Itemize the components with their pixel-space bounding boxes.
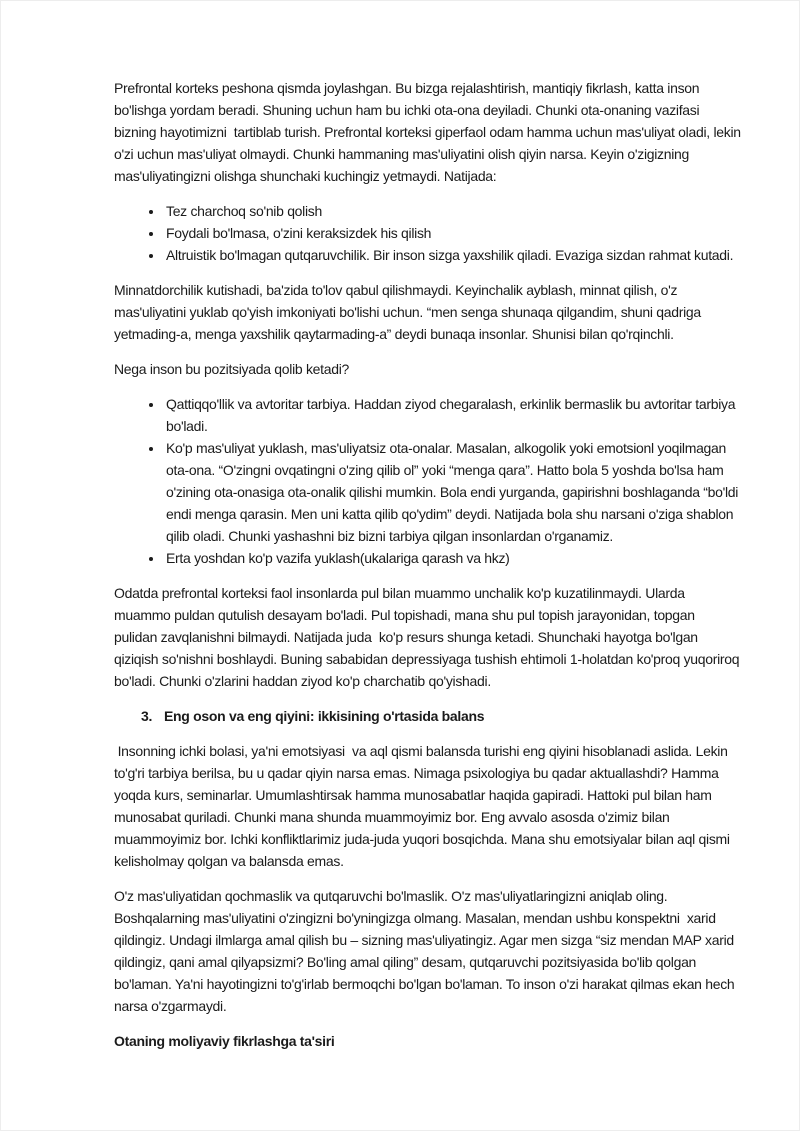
paragraph-odatda: Odatda prefrontal korteksi faol insonlarda pul bilan muammo unchalik ko'p kuzatilinmaydi. Ularda muammo puldan qutulish desayam bo'ladi. Pul topishadi, mana shu pul topish jarayonidan, topgan pulidan zavqlanishni bilmaydi. Natijada juda ko'p resurs shunga ketadi. Shunchaki hayotga bo'lgan qiziqish so'nishni boshlaydi. Buning sababidan depressiyaga tushish ehtimoli 1-holatdan ko'proq yuqoriroq bo'ladi. Chunki o'zlarini haddan ziyod ko'p charchatib qo'yishadi. <box>114 585 743 689</box>
list-item: • Altruistik bo'lmagan qutqaruvchilik. Bir inson sizga yaxshilik qiladi. Evaziga sizdan rahmat kutadi. <box>164 244 741 266</box>
numbered-heading-balans <box>114 705 741 727</box>
heading-number: 3. <box>141 708 153 724</box>
paragraph-ichki-bola: Insonning ichki bolasi, ya'ni emotsiyasi va aql qismi balansda turishi eng qiyini hisoblanadi aslida. Lekin to'g'ri tarbiya berilsa, bu u qadar qiyin narsa emas. Nimaga psixologiya bu qadar aktuallashdi? Hamma yoqda kurs, seminarlar. Umumlashtirsak hamma munosabatlar haqida gapiradi. Hattoki pul bilan ham munosabat quriladi. Chunki mana shunda muammoyimiz bor. Eng avvalo asosda o'zimiz bilan muammoyimiz bor. Ichki konfliktlarimiz juda-juda yuqori bosqichda. Mana shu emotsiyalar bilan aql qismi kelisholmay qolgan va balansda emas. <box>114 743 734 869</box>
list-item: • Erta yoshdan ko'p vazifa yuklash(ukalariga qarash va hkz) <box>164 547 741 569</box>
list-item: • Ko'p mas'uliyat yuklash, mas'uliyatsiz ota-onalar. Masalan, alkogolik yoki emotsionl yoqilmagan ota-ona. “O'zingni ovqatingni o'zing qilib ol” yoki “menga qara”. Hatto bola 5 yoshda bo'lsa ham o'zining ota-onasiga ota-onalik qilishi mumkin. Bola endi yurganda, gapirishni boshlaganda “bo'ldi endi menga qarasin. Men uni katta qilib qo'ydim” deydi. Natijada bola shu narsani o'ziga shablon qilib oladi. Chunki yashashni biz bizni tarbiya qilgan insonlardan o'rganamiz. <box>164 437 741 547</box>
bullet-list-sabablar <box>114 393 741 569</box>
list-item: • Qattiqqo'llik va avtoritar tarbiya. Haddan ziyod chegaralash, erkinlik bermaslik bu avtoritar tarbiya bo'ladi. <box>164 393 741 437</box>
paragraph-minnatdorchilik: Minnatdorchilik kutishadi, ba'zida to'lov qabul qilishmaydi. Keyinchalik ayblash, minnat qilish, o'z mas'uliyatini yuklab qo'yish imkoniyati bo'lishi uchun. “men senga shunaqa qilgandim, shuni qadriga yetmading-a, menga yaxshilik qaytarmading-a” deydi bunaqa insonlar. Shunisi bilan qo'rqinchli. <box>114 282 705 342</box>
paragraph-prefrontal-intro: Prefrontal korteks peshona qismda joylashgan. Bu bizga rejalashtirish, mantiqiy fikrlash, katta inson bo'lishga yordam beradi. Shuning uchun ham bu ichki ota-ona deyiladi. Chunki ota-onaning vazifasi bizning hayotimizni tartiblab turish. Prefrontal korteksi giperfaol odam hamma uchun mas'uliyat oladi, lekin o'zi uchun mas'uliyat olmaydi. Chunki hammaning mas'uliyatini olish qiyin narsa. Keyin o'zigizning mas'uliyatingizni olishga shunchaki kuchingiz yetmaydi. Natijada: <box>114 80 745 184</box>
heading-text: Eng oson va eng qiyini: ikkisining o'rtasida balans <box>164 708 485 724</box>
section-heading-otaning: Otaning moliyaviy fikrlashga ta'siri <box>114 1033 335 1049</box>
paragraph-masuliyat: O'z mas'uliyatidan qochmaslik va qutqaruvchi bo'lmaslik. O'z mas'uliyatlaringizni aniqlab oling. Boshqalarning mas'uliyatini o'zingizni bo'yningizga olmang. Masalan, mendan ushbu konspektni xarid qildingiz. Undagi ilmlarga amal qilish bu – sizning mas'uliyatingiz. Agar men sizga “siz mendan MAP xarid qildingiz, qani amal qilyapsizmi? Bo'ling amal qiling” desam, qutqaruvchi pozitsiyasida bo'lib qolgan bo'laman. Ya'ni hayotingizni to'g'irlab bermoqchi bo'lgan bo'laman. To inson o'zi harakat qilmas ekan hech narsa o'zgarmaydi. <box>114 888 742 1014</box>
document-content <box>1 1 799 1052</box>
paragraph-question: Nega inson bu pozitsiyada qolib ketadi? <box>114 361 350 377</box>
bullet-list-natijada <box>114 200 741 266</box>
list-item: • Foydali bo'lmasa, o'zini keraksizdek his qilish <box>164 222 741 244</box>
list-item: • Tez charchoq so'nib qolish <box>164 200 741 222</box>
